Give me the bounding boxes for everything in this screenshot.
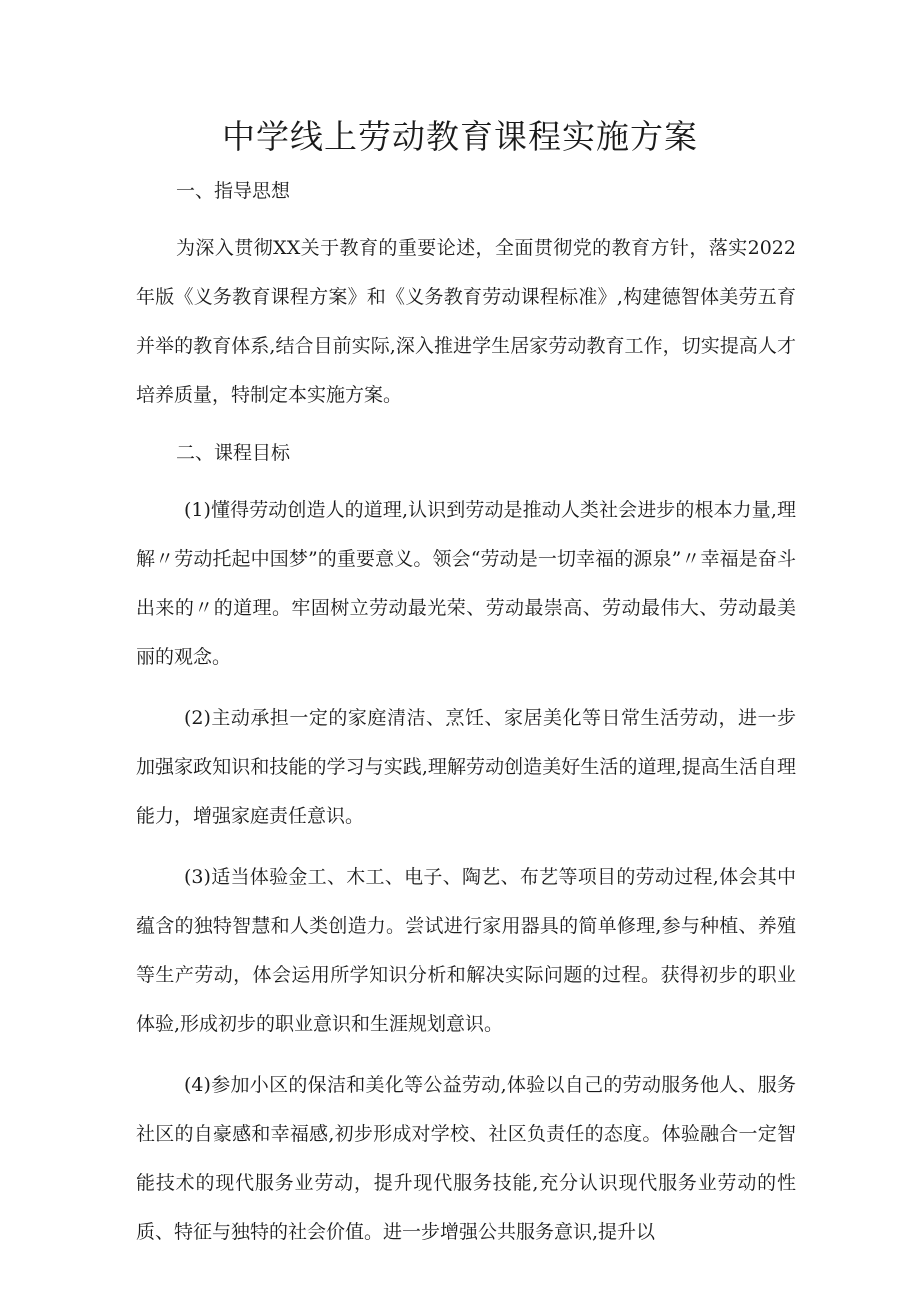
paragraph-guiding-ideology: 为深入贯彻XX关于教育的重要论述，全面贯彻党的教育方针，落实2022年版《义务教育课程方案》和《义务教育劳动课程标准》,构建德智体美劳五育并举的教育体系,结合目前实际,深入推进学生居家劳动教育工作，切实提高人才培养质量，特制定本实施方案。 <box>136 237 796 406</box>
section-heading-course-goals: 二、课程目标 <box>176 442 291 464</box>
paragraph-goal-3: (3)适当体验金工、木工、电子、陶艺、布艺等项目的劳动过程,体会其中蕴含的独特智慧和人类创造力。尝试进行家用器具的简单修理,参与种植、养殖等生产劳动，体会运用所学知识分析和解决实际问题的过程。获得初步的职业体验,形成初步的职业意识和生涯规划意识。 <box>136 866 796 1035</box>
section-heading-guiding-ideology: 一、指导思想 <box>176 180 291 202</box>
document-title: 中学线上劳动教育课程实施方案 <box>222 117 698 156</box>
paragraph-goal-4: (4)参加小区的保洁和美化等公益劳动,体验以自己的劳动服务他人、服务社区的自豪感和幸福感,初步形成对学校、社区负责任的态度。体验融合一定智能技术的现代服务业劳动，提升现代服务技能,充分认识现代服务业劳动的性质、特征与独特的社会价值。进一步增强公共服务意识,提升以 <box>136 1074 796 1243</box>
paragraph-goal-1: (1)懂得劳动创造人的道理,认识到劳动是推动人类社会进步的根本力量,理解〃劳动托起中国梦”的重要意义。领会“劳动是一切幸福的源泉”〃幸福是奋斗出来的〃的道理。牢固树立劳动最光荣、劳动最崇高、劳动最伟大、劳动最美丽的观念。 <box>136 499 796 668</box>
document-body <box>136 172 796 1257</box>
paragraph-goal-2: (2)主动承担一定的家庭清洁、烹饪、家居美化等日常生活劳动，进一步加强家政知识和技能的学习与实践,理解劳动创造美好生活的道理,提高生活自理能力，增强家庭责任意识。 <box>136 707 796 827</box>
